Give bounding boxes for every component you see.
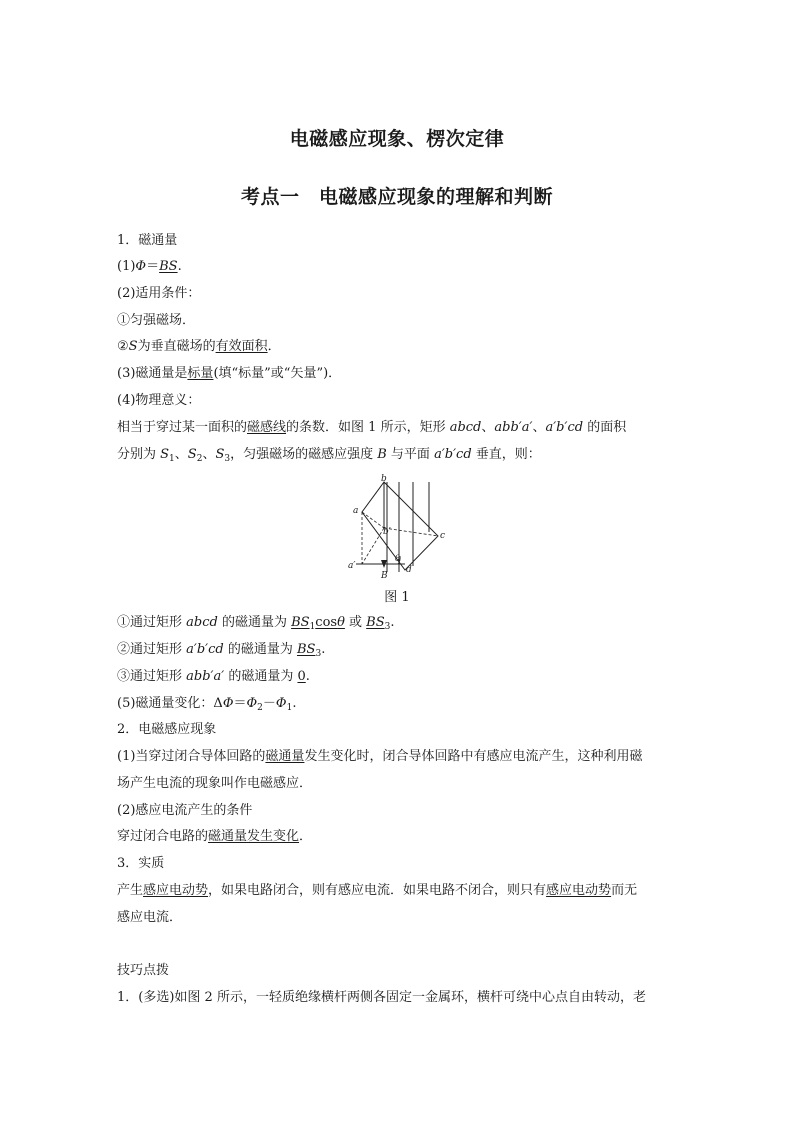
result-3 <box>117 668 687 686</box>
heading-essence: 3．实质 <box>117 856 165 871</box>
text: 为垂直磁场的 <box>137 339 216 354</box>
answer-blank: BS <box>159 259 178 274</box>
text: . <box>321 642 326 657</box>
text: (1) <box>117 259 136 274</box>
text: . <box>390 615 395 630</box>
text: 2 <box>196 454 203 464</box>
text: ①通过矩形 <box>117 615 187 630</box>
text: (1)当穿过闭合导体回路的 <box>117 749 266 764</box>
text: ② <box>117 339 129 354</box>
result-2 <box>117 641 687 659</box>
text: 3 <box>315 649 322 659</box>
label-c: c <box>440 531 446 541</box>
conditions-line: (2)适用条件： <box>117 286 201 301</box>
text: 的磁通量为 <box>223 642 297 657</box>
text: ＝ <box>233 696 247 711</box>
label-B: B <box>381 571 388 580</box>
heading-induction: 2．电磁感应现象 <box>117 722 217 737</box>
answer-blank: BS <box>291 615 310 630</box>
dashed-ba-line <box>362 528 384 564</box>
text: S <box>215 447 225 462</box>
text: (5)磁通量变化：Δ <box>117 696 223 711</box>
text: Φ <box>275 696 287 711</box>
answer-blank: 感应电动势 <box>546 883 612 898</box>
text: 、 <box>202 447 216 462</box>
text: 3 <box>384 622 391 632</box>
answer-blank: 0 <box>297 669 306 684</box>
text: ，匀强磁场的磁感应强度 <box>230 447 378 462</box>
text: abcd <box>449 420 482 435</box>
text: Φ <box>135 259 147 274</box>
dashed-bc-line <box>384 528 438 536</box>
label-theta: θ <box>395 554 400 563</box>
text: θ <box>337 615 345 630</box>
text: . <box>305 669 310 684</box>
text: 、 <box>481 420 495 435</box>
text: 或 <box>344 615 367 630</box>
text: 1 <box>286 703 293 713</box>
text: 1 <box>309 622 316 632</box>
answer-blank: 磁通量发生变化 <box>208 829 300 844</box>
text: abb′a′ <box>494 420 533 435</box>
text: 发生变化时，闭合导体回路中有感应电流产生，这种利用磁 <box>304 749 643 764</box>
text: ，如果电路闭合，则有感应电流．如果电路不闭合，则只有 <box>208 883 547 898</box>
text: 1 <box>169 454 175 464</box>
text: a′b′cd <box>434 447 472 462</box>
text: S <box>160 447 170 462</box>
text: abcd <box>186 615 218 630</box>
page-title: 电磁感应现象、楞次定律 <box>289 128 505 150</box>
label-a-prime: a′ <box>348 561 356 571</box>
text: ． <box>299 829 313 844</box>
text: cos <box>315 615 338 630</box>
figure-caption: 图 1 <box>384 590 410 605</box>
text: . <box>292 696 297 711</box>
scalar-line <box>117 365 687 383</box>
condition-2 <box>117 338 687 356</box>
label-a: a <box>353 506 359 516</box>
induction-para-2: 场产生电流的现象叫作电磁感应． <box>117 776 313 791</box>
condition-1: ①匀强磁场． <box>117 313 196 328</box>
text: 分别为 <box>117 447 161 462</box>
meaning-paragraph-line-2 <box>117 446 687 464</box>
section-title: 考点一 电磁感应现象的理解和判断 <box>240 186 553 208</box>
text: a′b′cd <box>545 420 584 435</box>
result-1 <box>117 614 687 632</box>
essence-para-1 <box>117 882 687 900</box>
meaning-paragraph-line-1 <box>117 419 687 437</box>
text: 穿过闭合电路的 <box>117 829 209 844</box>
text: Φ <box>222 696 234 711</box>
text: 、 <box>174 447 188 462</box>
tips-heading: 技巧点拨 <box>117 963 170 978</box>
text: 的条数．如图 1 所示，矩形 <box>286 420 450 435</box>
answer-blank: 感应电动势 <box>143 883 209 898</box>
text: ③通过矩形 <box>117 669 187 684</box>
label-b-prime: b′ <box>383 527 391 537</box>
question-1: 1．(多选)如图 2 所示，一轻质绝缘横杆两侧各固定一金属环，横杆可绕中心点自由转动，老 <box>117 990 646 1005</box>
text: 与平面 <box>386 447 435 462</box>
label-d: d <box>406 565 412 575</box>
flux-change-line <box>117 695 687 713</box>
answer-blank: 有效面积 <box>215 339 268 354</box>
text: S <box>187 447 197 462</box>
text: (3)磁通量是 <box>117 366 188 381</box>
answer-blank: BS <box>366 615 385 630</box>
heading-magnetic-flux: 1．磁通量 <box>117 233 178 248</box>
answer-blank: 磁通量 <box>265 749 305 764</box>
text: 产生 <box>117 883 144 898</box>
text: 垂直，则： <box>471 447 541 462</box>
meaning-line: (4)物理意义： <box>117 393 201 408</box>
label-b: b <box>381 474 387 484</box>
answer-blank: BS <box>296 642 316 657</box>
text: － <box>262 696 276 711</box>
figure-1-diagram <box>340 472 450 580</box>
dashed-ab-line <box>362 512 384 528</box>
text: B <box>377 447 387 462</box>
flux-formula-line <box>117 258 687 276</box>
text: 、 <box>532 420 546 435</box>
text: Φ <box>246 696 258 711</box>
text: 相当于穿过某一面积的 <box>117 420 248 435</box>
text: ． <box>267 339 281 354</box>
text: ＝ <box>146 259 160 274</box>
text: . <box>177 259 182 274</box>
answer-blank: 磁感线 <box>247 420 287 435</box>
induction-para-1 <box>117 748 687 766</box>
text: 的磁通量为 <box>217 615 292 630</box>
text: 而无 <box>611 883 638 898</box>
condition-text <box>117 828 687 846</box>
text: 2 <box>257 703 263 713</box>
condition-heading: (2)感应电流产生的条件 <box>117 803 253 818</box>
text: 3 <box>224 454 231 464</box>
essence-para-2: 感应电流． <box>117 910 183 925</box>
text: ②通过矩形 <box>117 642 187 657</box>
text: S <box>128 339 138 354</box>
text: (填“标量”或“矢量”)． <box>213 366 342 381</box>
text: 的面积 <box>583 420 627 435</box>
answer-blank: 标量 <box>187 366 214 381</box>
text: 的磁通量为 <box>224 669 298 684</box>
text: abb′a′ <box>186 669 225 684</box>
text: a′b′cd <box>186 642 224 657</box>
